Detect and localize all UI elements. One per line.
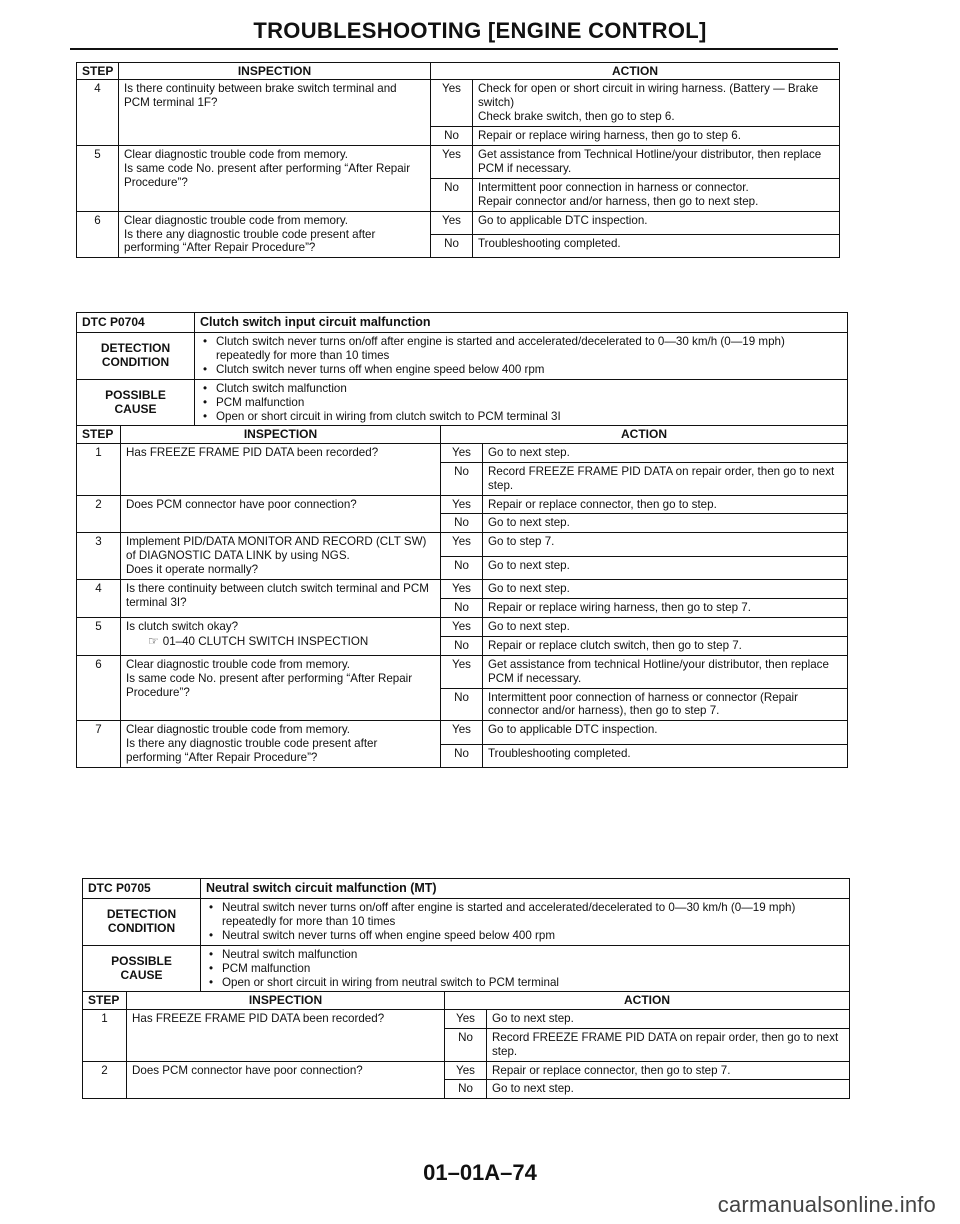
answer-label: No	[445, 1080, 487, 1099]
block3-detection-row	[83, 899, 850, 946]
block2-header-row	[77, 426, 848, 443]
inspection-text: Clear diagnostic trouble code from memory. Is there any diagnostic trouble code present after performing “After Repair Procedure”?	[124, 213, 376, 255]
block1-body	[77, 80, 840, 258]
action-text: Go to next step.	[483, 580, 848, 599]
answer-label: Yes	[441, 533, 483, 556]
action-text: Check for open or short circuit in wiring harness. (Battery — Brake switch) Check brake switch, then go to step 6.	[473, 80, 840, 127]
step-number: 1	[83, 1009, 127, 1061]
inspection-cell	[121, 655, 441, 721]
inspection-cell	[121, 495, 441, 533]
inspection-text: Does PCM connector have poor connection?	[126, 497, 357, 511]
page-number: 01–01A–74	[423, 1160, 537, 1185]
cause-list	[206, 948, 844, 990]
inspection-cell	[121, 443, 441, 495]
dtc-title: Neutral switch circuit malfunction (MT)	[201, 879, 850, 899]
title-rule	[70, 48, 838, 50]
step-number: 2	[83, 1061, 127, 1099]
block2-detection-row	[77, 333, 848, 380]
block1-table	[76, 62, 840, 258]
bullet-item: • Neutral switch malfunction	[206, 948, 844, 962]
answer-label: Yes	[445, 1009, 487, 1028]
step-row	[77, 617, 848, 636]
action-text: Go to applicable DTC inspection.	[483, 721, 848, 744]
watermark[interactable]: carmanualsonline.info	[717, 1192, 936, 1217]
page-title: TROUBLESHOOTING [ENGINE CONTROL]	[253, 18, 707, 43]
action-text: Go to applicable DTC inspection.	[473, 211, 840, 234]
inspection-text: Clear diagnostic trouble code from memory. Is there any diagnostic trouble code present after performing “After Repair Procedure”?	[126, 723, 378, 765]
answer-label: No	[431, 235, 473, 258]
action-text: Go to next step.	[483, 443, 848, 462]
answer-label: No	[441, 598, 483, 617]
action-text: Record FREEZE FRAME PID DATA on repair order, then go to next step.	[487, 1028, 850, 1061]
answer-label: No	[441, 636, 483, 655]
block2	[76, 312, 848, 768]
step-row	[77, 495, 848, 514]
action-text: Troubleshooting completed.	[473, 235, 840, 258]
inspection-text: Implement PID/DATA MONITOR AND RECORD (CLT SW) of DIAGNOSTIC DATA LINK by using NGS. Does it operate normally?	[126, 535, 427, 577]
inspection-text: Is clutch switch okay?	[126, 619, 239, 633]
step-number: 2	[77, 495, 121, 533]
cause-cell	[195, 379, 848, 426]
block3-step-table	[82, 991, 850, 1099]
answer-label: No	[431, 127, 473, 146]
block2-dtc-row	[77, 313, 848, 333]
block3-header-row	[83, 992, 850, 1009]
action-text: Intermittent poor connection of harness or connector (Repair connector and/or harness), then go to step 7.	[483, 688, 848, 721]
inspection-reference	[126, 634, 435, 649]
block1-header-row	[77, 63, 840, 80]
block3-info-table	[82, 878, 850, 992]
answer-label: Yes	[431, 80, 473, 127]
step-row	[83, 1061, 850, 1080]
detection-list	[200, 335, 842, 377]
step-number: 1	[77, 443, 121, 495]
inspection-header: INSPECTION	[119, 63, 431, 80]
block3	[82, 878, 850, 1099]
block3-body	[83, 1009, 850, 1099]
step-row	[83, 1009, 850, 1028]
answer-label: No	[445, 1028, 487, 1061]
inspection-cell	[121, 580, 441, 618]
action-header: ACTION	[441, 426, 848, 443]
detection-label: DETECTION CONDITION	[77, 333, 195, 380]
bullet-item: • Clutch switch never turns off when engine speed below 400 rpm	[200, 363, 842, 377]
inspection-text: Does PCM connector have poor connection?	[132, 1063, 363, 1077]
answer-label: Yes	[431, 211, 473, 234]
block3-cause-row	[83, 945, 850, 992]
block3-dtc-row	[83, 879, 850, 899]
inspection-cell	[119, 211, 431, 258]
step-row	[77, 721, 848, 744]
step-number: 6	[77, 655, 121, 721]
inspection-text: Is there continuity between clutch switch terminal and PCM terminal 3I?	[126, 582, 429, 609]
block2-body	[77, 443, 848, 767]
step-row	[77, 580, 848, 599]
bullet-item: • Neutral switch never turns on/off after engine is started and accelerated/decelerated to 0—30 km/h (0—19 mph) repeatedly for more than 10 times	[206, 901, 844, 929]
step-header: STEP	[77, 63, 119, 80]
step-row	[77, 655, 848, 688]
action-text: Get assistance from technical Hotline/your distributor, then replace PCM if necessary.	[483, 655, 848, 688]
cause-label: POSSIBLE CAUSE	[83, 945, 201, 992]
block2-step-table	[76, 425, 848, 768]
cause-label: POSSIBLE CAUSE	[77, 379, 195, 426]
inspection-cell	[121, 617, 441, 655]
answer-label: No	[441, 556, 483, 579]
answer-label: No	[441, 462, 483, 495]
inspection-cell	[121, 533, 441, 580]
inspection-text: Has FREEZE FRAME PID DATA been recorded?	[132, 1011, 385, 1025]
detection-list	[206, 901, 844, 943]
bullet-item: • Neutral switch never turns off when engine speed below 400 rpm	[206, 929, 844, 943]
step-row	[77, 211, 840, 234]
block2-cause-row	[77, 379, 848, 426]
answer-label: Yes	[445, 1061, 487, 1080]
step-number: 4	[77, 80, 119, 146]
answer-label: Yes	[441, 580, 483, 599]
dtc-code: DTC P0704	[77, 313, 195, 333]
step-number: 6	[77, 211, 119, 258]
action-text: Intermittent poor connection in harness or connector. Repair connector and/or harness, then go to next step.	[473, 178, 840, 211]
inspection-cell	[119, 80, 431, 146]
step-number: 5	[77, 617, 121, 655]
block1	[76, 62, 840, 258]
action-text: Go to step 7.	[483, 533, 848, 556]
answer-label: Yes	[441, 443, 483, 462]
inspection-text: Has FREEZE FRAME PID DATA been recorded?	[126, 445, 379, 459]
answer-label: Yes	[441, 617, 483, 636]
answer-label: No	[431, 178, 473, 211]
inspection-cell	[119, 146, 431, 212]
step-row	[77, 533, 848, 556]
cause-list	[200, 382, 842, 424]
dtc-code: DTC P0705	[83, 879, 201, 899]
cause-cell	[201, 945, 850, 992]
bullet-item: • Clutch switch malfunction	[200, 382, 842, 396]
inspection-cell	[121, 721, 441, 768]
action-header: ACTION	[445, 992, 850, 1009]
answer-label: Yes	[441, 721, 483, 744]
step-header: STEP	[77, 426, 121, 443]
block2-info-table	[76, 312, 848, 426]
action-text: Go to next step.	[483, 514, 848, 533]
bullet-item: • PCM malfunction	[200, 396, 842, 410]
detection-label: DETECTION CONDITION	[83, 899, 201, 946]
step-number: 4	[77, 580, 121, 618]
inspection-header: INSPECTION	[127, 992, 445, 1009]
action-text: Get assistance from Technical Hotline/your distributor, then replace PCM if necessary.	[473, 146, 840, 179]
answer-label: No	[441, 688, 483, 721]
inspection-cell	[127, 1009, 445, 1061]
action-text: Repair or replace clutch switch, then go to step 7.	[483, 636, 848, 655]
bullet-item: • PCM malfunction	[206, 962, 844, 976]
action-text: Record FREEZE FRAME PID DATA on repair order, then go to next step.	[483, 462, 848, 495]
action-text: Repair or replace connector, then go to step 7.	[487, 1061, 850, 1080]
step-number: 3	[77, 533, 121, 580]
reference-text: 01–40 CLUTCH SWITCH INSPECTION	[162, 634, 369, 648]
action-text: Go to next step.	[483, 556, 848, 579]
action-text: Go to next step.	[487, 1080, 850, 1099]
answer-label: Yes	[441, 655, 483, 688]
step-row	[77, 443, 848, 462]
inspection-cell	[127, 1061, 445, 1099]
bullet-item: • Open or short circuit in wiring from neutral switch to PCM terminal	[206, 976, 844, 990]
action-text: Go to next step.	[487, 1009, 850, 1028]
action-text: Go to next step.	[483, 617, 848, 636]
detection-cell	[201, 899, 850, 946]
step-number: 7	[77, 721, 121, 768]
action-text: Repair or replace wiring harness, then go to step 6.	[473, 127, 840, 146]
action-text: Troubleshooting completed.	[483, 744, 848, 767]
inspection-text: Clear diagnostic trouble code from memory. Is same code No. present after performing “After Repair Procedure”?	[124, 148, 411, 189]
bullet-item: • Open or short circuit in wiring from clutch switch to PCM terminal 3I	[200, 410, 842, 424]
inspection-text: Clear diagnostic trouble code from memory. Is same code No. present after performing “After Repair Procedure”?	[126, 657, 413, 699]
reference-pointer-icon: ☞	[148, 633, 159, 648]
action-text: Repair or replace wiring harness, then go to step 7.	[483, 598, 848, 617]
answer-label: No	[441, 744, 483, 767]
step-row	[77, 146, 840, 179]
answer-label: Yes	[431, 146, 473, 179]
step-row	[77, 80, 840, 127]
inspection-header: INSPECTION	[121, 426, 441, 443]
answer-label: Yes	[441, 495, 483, 514]
step-header: STEP	[83, 992, 127, 1009]
action-text: Repair or replace connector, then go to step.	[483, 495, 848, 514]
bullet-item: • Clutch switch never turns on/off after engine is started and accelerated/decelerated to 0—30 km/h (0—19 mph) repeatedly for more than 10 times	[200, 335, 842, 363]
action-header: ACTION	[431, 63, 840, 80]
answer-label: No	[441, 514, 483, 533]
dtc-title: Clutch switch input circuit malfunction	[195, 313, 848, 333]
inspection-text: Is there continuity between brake switch terminal and PCM terminal 1F?	[124, 82, 397, 110]
step-number: 5	[77, 146, 119, 212]
detection-cell	[195, 333, 848, 380]
